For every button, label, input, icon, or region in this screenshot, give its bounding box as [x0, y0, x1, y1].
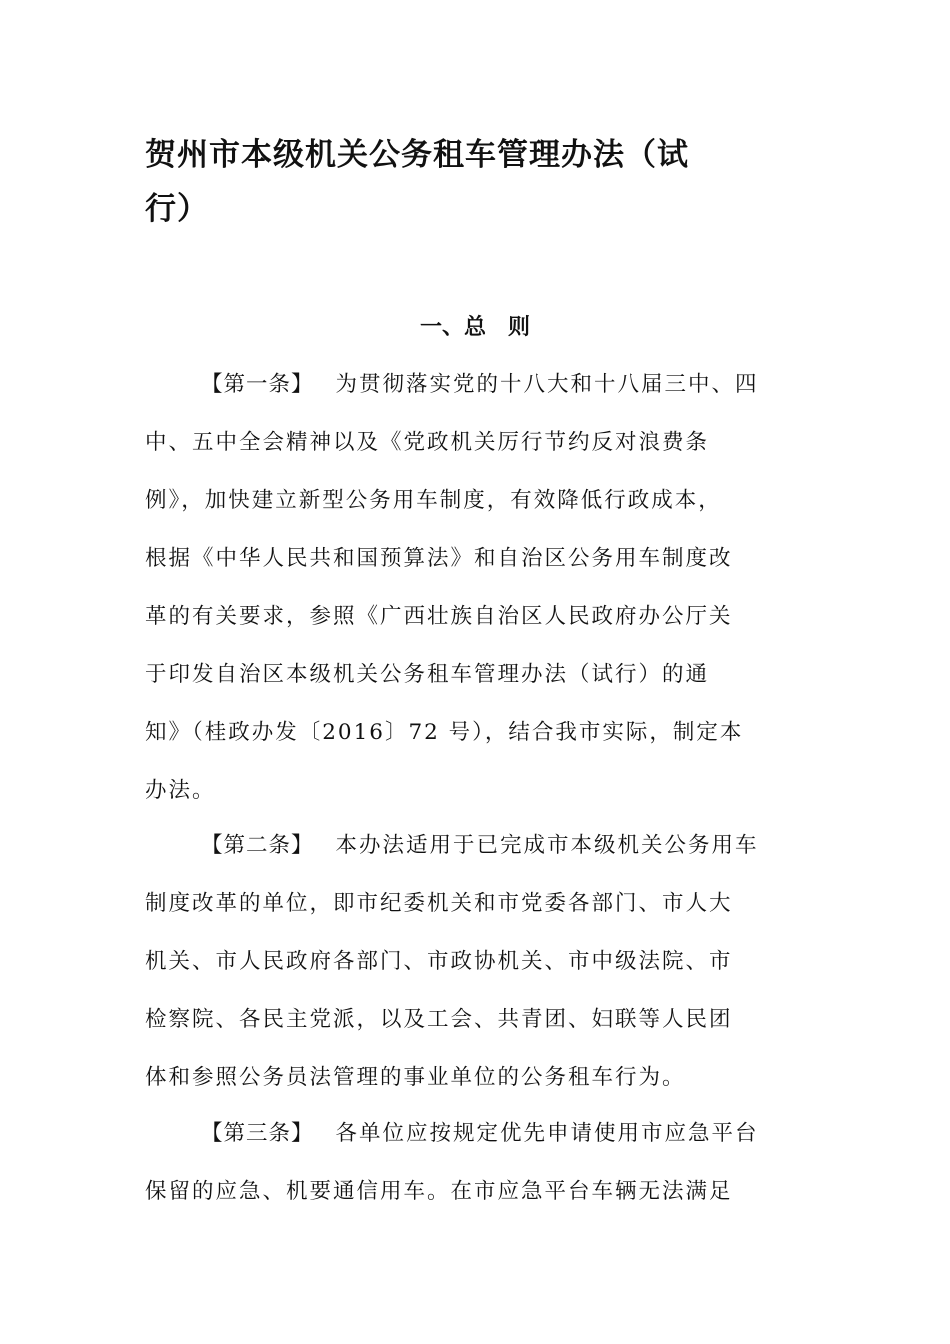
section-heading: [0, 308, 950, 348]
section-heading-number: 一、总: [419, 315, 486, 340]
paragraph-line: 体和参照公务员法管理的事业单位的公务租车行为。: [145, 1065, 686, 1090]
paragraph-line: 检察院、各民主党派，以及工会、共青团、妇联等人民团: [145, 1007, 733, 1032]
paragraph-line: [145, 356, 805, 414]
paragraph-line: 制度改革的单位，即市纪委机关和市党委各部门、市人大: [145, 891, 733, 916]
paragraph-line: 机关、市人民政府各部门、市政协机关、市中级法院、市: [145, 949, 733, 974]
paragraph-line: 例》，加快建立新型公务用车制度，有效降低行政成本，: [145, 488, 722, 513]
article-label: 【第二条】: [201, 833, 314, 858]
paragraph-line: 保留的应急、机要通信用车。在市应急平台车辆无法满足: [145, 1179, 733, 1204]
paragraph-text: 为贯彻落实党的十八大和十八届三中、四: [335, 372, 759, 397]
paragraph-line: 知》（桂政办发〔2016〕72 号），结合我市实际，制定本: [145, 720, 744, 745]
article-1: [145, 356, 805, 820]
paragraph-text: 各单位应按规定优先申请使用市应急平台: [335, 1121, 759, 1146]
document-title: [145, 128, 785, 236]
article-label: 【第一条】: [201, 372, 314, 397]
paragraph-line: [145, 1105, 805, 1163]
article-label: 【第三条】: [201, 1121, 314, 1146]
section-heading-word: 则: [508, 315, 531, 340]
paragraph-line: 办法。: [145, 778, 216, 803]
title-line: 行）: [145, 191, 209, 227]
paragraph-line: 根据《中华人民共和国预算法》和自治区公务用车制度改: [145, 546, 733, 571]
paragraph-text: 本办法适用于已完成市本级机关公务用车: [335, 833, 759, 858]
paragraph-line: 中、五中全会精神以及《党政机关厉行节约反对浪费条: [145, 430, 710, 455]
paragraph-line: 于印发自治区本级机关公务租车管理办法（试行）的通: [145, 662, 710, 687]
article-2: [145, 817, 805, 1107]
paragraph-line: 革的有关要求，参照《广西壮族自治区人民政府办公厅关: [145, 604, 733, 629]
article-3: [145, 1105, 805, 1221]
title-line: 贺州市本级机关公务租车管理办法（试: [145, 137, 689, 173]
paragraph-line: [145, 817, 805, 875]
